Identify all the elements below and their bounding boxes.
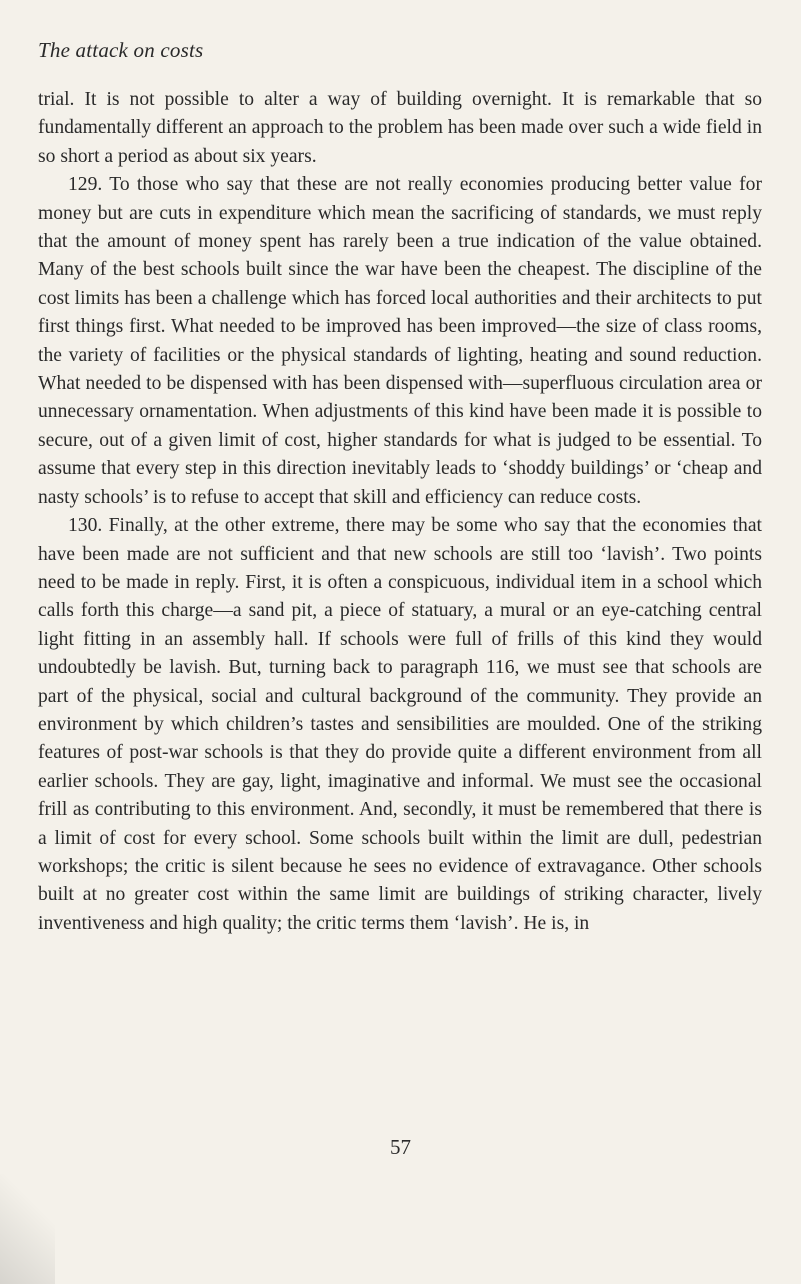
running-head: The attack on costs (38, 38, 204, 62)
body-text (38, 86, 762, 938)
scan-edge-shadow (0, 1174, 55, 1284)
paragraph-130: 130. Finally, at the other extreme, there may be some who say that the economies that have been made are not sufficient and that new schools are still too ‘lavish’. Two points need to be made in reply. First, it is often a conspicuous, individual item in a school which calls forth this charge—a sand pit, a piece of statuary, a mural or an eye-catching central light fitting in an assembly hall. If schools were full of frills of this kind they would undoubtedly be lavish. But, turning back to paragraph 116, we must see that schools are part of the physical, social and cultural background of the community. They provide an environment by which children’s tastes and sensibilities are moulded. One of the striking features of post-war schools is that they do provide quite a different environment from all earlier schools. They are gay, light, imaginative and informal. We must see the occasional frill as contributing to this environment. And, secondly, it must be remembered that there is a limit of cost for every school. Some schools built within the limit are dull, pedestrian workshops; the critic is silent because he sees no evidence of extravagance. Other schools built at no greater cost within the same limit are buildings of striking character, lively inventiveness and high quality; the critic terms them ‘lavish’. He is, in (38, 515, 762, 934)
paragraph-continuation: trial. It is not possible to alter a way of building overnight. It is remarkable that so fundamentally different an approach to the problem has been made over such a wide field in so short a period as about six years. (38, 89, 762, 167)
paragraph-129: 129. To those who say that these are not really economies producing better value for money but are cuts in expenditure which mean the sacrificing of standards, we must reply that the amount of money spent has rarely been a true indication of the value obtained. Many of the best schools built since the war have been the cheapest. The discipline of the cost limits has been a challenge which has forced local authorities and their architects to put first things first. What needed to be improved has been improved—the size of class rooms, the variety of facilities or the physical standards of lighting, heating and sound reduction. What needed to be dispensed with has been dispensed with—superfluous circulation area or unnecessary ornamentation. When adjustments of this kind have been made it is possible to secure, out of a given limit of cost, higher standards for what is judged to be essential. To assume that every step in this direction inevitably leads to ‘shoddy buildings’ or ‘cheap and nasty schools’ is to refuse to accept that skill and efficiency can reduce costs. (38, 174, 762, 508)
page-number: 57 (390, 1135, 411, 1159)
